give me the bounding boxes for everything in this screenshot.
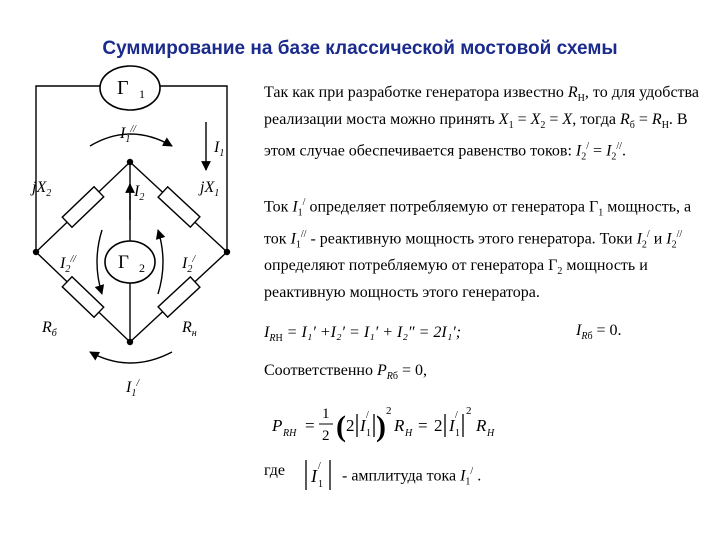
generator-g1 xyxy=(100,66,160,110)
formula-load-power xyxy=(272,398,532,454)
svg-text:=: = xyxy=(418,416,428,435)
svg-text:H: H xyxy=(487,428,495,439)
element-jx1 xyxy=(158,187,200,227)
slide-title: Суммирование на базе классической мостовой схемы xyxy=(102,38,618,59)
svg-text:(: ( xyxy=(336,410,346,443)
sentence-power-rb: Соответственно $P_{Rб} = 0$, xyxy=(264,362,427,383)
arrow-i1-prime xyxy=(90,352,172,363)
element-rn xyxy=(158,277,200,317)
svg-text:I1/: $I_1^/$ xyxy=(126,378,140,399)
svg-text:I2/: $I_2^/$ xyxy=(182,254,196,275)
svg-text:2: 2 xyxy=(346,416,355,435)
svg-text:Rб: $R_б$ xyxy=(42,319,57,339)
svg-text:I2: $I_2$ xyxy=(134,183,145,203)
svg-text:2: 2 xyxy=(434,416,443,435)
svg-text:I: I xyxy=(360,416,366,435)
svg-text:I1: $I_1$ xyxy=(214,139,225,159)
element-rb xyxy=(62,277,103,318)
arrow-i2-prime xyxy=(158,230,163,294)
svg-text:P: P xyxy=(272,416,283,435)
element-jx2 xyxy=(62,187,103,228)
where-label: где xyxy=(264,462,286,479)
svg-text:Rн: $R_н$ xyxy=(182,319,197,339)
svg-text:R: R xyxy=(476,416,487,435)
svg-text:=: = xyxy=(305,416,315,435)
svg-text:1: 1 xyxy=(455,428,460,439)
generator-g2 xyxy=(105,241,155,283)
wire-g1-right xyxy=(160,86,227,252)
svg-text:I: I xyxy=(311,466,317,486)
svg-text:2: 2 xyxy=(322,428,330,444)
arrow-i1-double-prime xyxy=(90,134,172,146)
equation-load-current: $I_{RН} = I_1' +I_2' = I_1' + I_2'' = 2I_1'$; xyxy=(264,324,462,345)
svg-text:RH: RH xyxy=(283,428,297,439)
svg-text:/: / xyxy=(366,410,369,421)
g2-sub: 2 xyxy=(139,261,145,275)
svg-text:1: 1 xyxy=(322,406,330,422)
svg-text:jX1: $jX_1$ xyxy=(200,179,220,199)
g1-sub: 1 xyxy=(139,87,145,101)
equation-rb-current: $I_{Rб} = 0$. xyxy=(576,322,622,343)
svg-text:/: / xyxy=(318,461,321,472)
svg-text:1: 1 xyxy=(366,428,371,439)
paragraph-bridge-conditions: Так как при разработке генератора известно $R_Н$, то для удобства реализации моста можно принять $X_1 = X_2 = X$, тогда $R_б = R_Н$. В этом случае обеспечивается равенство токов: $I_2^/ = I_2^{//}$. xyxy=(264,84,699,163)
wire-g1-left xyxy=(36,86,100,252)
svg-text:H: H xyxy=(405,428,413,439)
svg-text:I1//: $I_1^{//}$ xyxy=(120,124,136,145)
svg-text:jX2: $jX_2$ xyxy=(32,179,52,199)
node-right xyxy=(224,249,230,255)
amplitude-symbol xyxy=(302,458,340,492)
paragraph-currents: Ток $I_1^/$ определяет потребляемую от генератора $Г_1$ мощность, а ток $I_1^{//}$ - реактивную мощность этого генератора. Токи $I_2^/$ и $I_2^{//}$ определяют потребляемую от генератора $Г_2$ мощность и реактивную мощность этого генератора. xyxy=(264,197,692,302)
svg-text:I: I xyxy=(449,416,455,435)
svg-text:R: R xyxy=(394,416,405,435)
amplitude-description: - амплитуда тока $I_1^/$ . xyxy=(342,466,482,488)
svg-text:): ) xyxy=(376,410,386,443)
svg-text:1: 1 xyxy=(318,479,323,490)
arrow-i2-double-prime xyxy=(97,230,102,294)
node-top xyxy=(127,159,133,165)
svg-text:2: 2 xyxy=(466,405,472,417)
svg-text:2: 2 xyxy=(386,405,392,417)
g1-label: Г xyxy=(117,77,129,99)
bridge-circuit-diagram xyxy=(22,62,242,407)
svg-text:I2//: $I_2^{//}$ xyxy=(60,254,76,275)
g2-label: Г xyxy=(118,252,129,273)
svg-text:/: / xyxy=(455,410,458,421)
node-bottom xyxy=(127,339,133,345)
node-left xyxy=(33,249,39,255)
